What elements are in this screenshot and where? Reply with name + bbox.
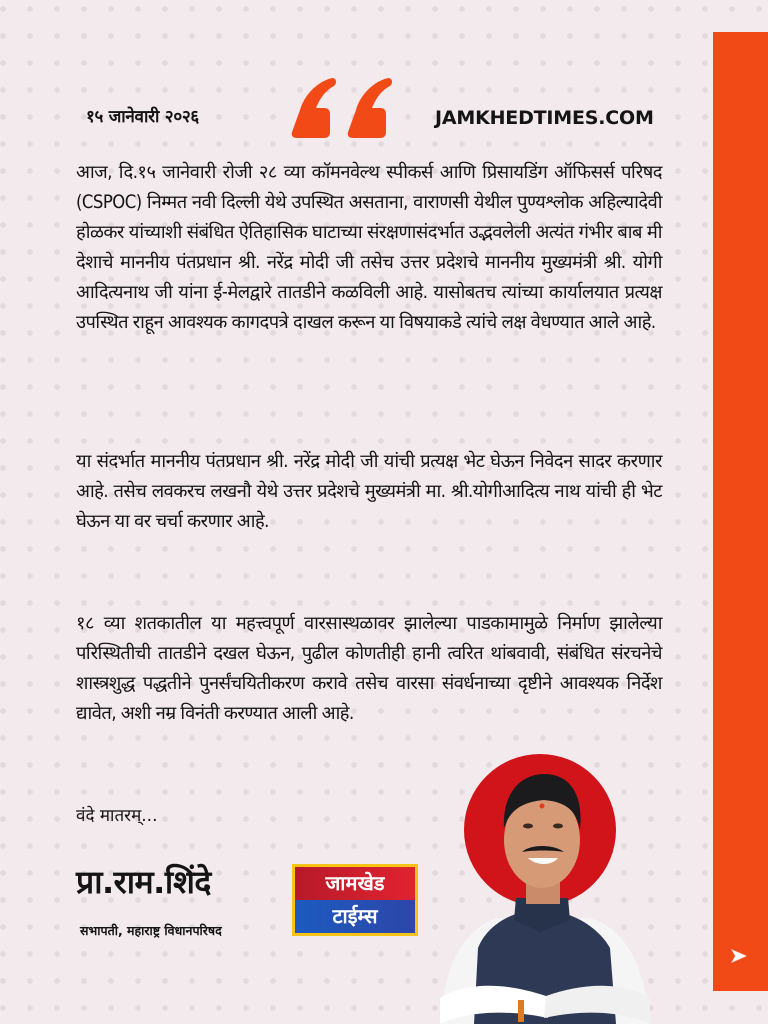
closing-salutation: वंदे मातरम्... bbox=[76, 806, 158, 826]
post-date: १५ जानेवारी २०२६ bbox=[86, 107, 199, 127]
signature-title: सभापती, महाराष्ट्र विधानपरिषद bbox=[80, 923, 222, 938]
accent-side-bar bbox=[713, 32, 768, 991]
website-url: JAMKHEDTIMES.COM bbox=[435, 107, 654, 129]
paragraph-1: आज, दि.१५ जानेवारी रोजी २८ व्या कॉमनवेल्थ स्पीकर्स आणि प्रिसायडिंग ऑफिसर्स परिषद (CSPOC) निम्मत नवी दिल्ली येथे उपस्थित असताना, वाराणसी येथील पुण्यश्लोक अहिल्यादेवी होळकर यांच्याशी संबंधित ऐतिहासिक घाटाच्या संरक्षणासंदर्भात उद्भवलेली अत्यंत गंभीर बाब मी देशाचे माननीय पंतप्रधान श्री. नरेंद्र मोदी जी तसेच उत्तर प्रदेशचे माननीय मुख्यमंत्री श्री. योगी आदित्यनाथ जी यांना ई-मेलद्वारे तातडीने कळविली आहे. यासोबतच त्यांच्या कार्यालयात प्रत्यक्ष उपस्थित राहून आवश्यक कागदपत्रे दाखल करून या विषयाकडे त्यांचे लक्ष वेधण्यात आले आहे. bbox=[76, 162, 662, 333]
quote-open-icon bbox=[288, 76, 394, 140]
arrow-right-icon[interactable] bbox=[730, 947, 748, 965]
jamkhed-times-logo bbox=[292, 864, 418, 936]
paragraph-3: १८ व्या शतकातील या महत्त्वपूर्ण वारसास्थळावर झालेल्या पाडकामामुळे निर्माण झालेल्या परिस्थितीची तातडीने दखल घेऊन, पुढील कोणतीही हानी त्वरित थांबवावी, संबंधित संरचनेचे शास्त्रशुद्ध पद्धतीने पुनर्संचयितीकरण करावे तसेच वारसा संवर्धनाच्या दृष्टीने आवश्यक निर्देश द्यावेत, अशी नम्र विनंती करण्यात आली आहे. bbox=[76, 613, 662, 724]
logo-line-2: टाईम्स bbox=[295, 900, 415, 933]
signature-name: प्रा.राम.शिंदे bbox=[76, 863, 211, 901]
portrait-image bbox=[430, 748, 666, 1024]
logo-line-1: जामखेड bbox=[295, 867, 415, 900]
paragraph-2: या संदर्भात माननीय पंतप्रधान श्री. नरेंद्र मोदी जी यांची प्रत्यक्ष भेट घेऊन निवेदन सादर करणार आहे. तसेच लवकरच लखनौ येथे उत्तर प्रदेशचे मुख्यमंत्री मा. श्री.योगीआदित्य नाथ यांची ही भेट घेऊन या वर चर्चा करणार आहे. bbox=[76, 451, 662, 532]
